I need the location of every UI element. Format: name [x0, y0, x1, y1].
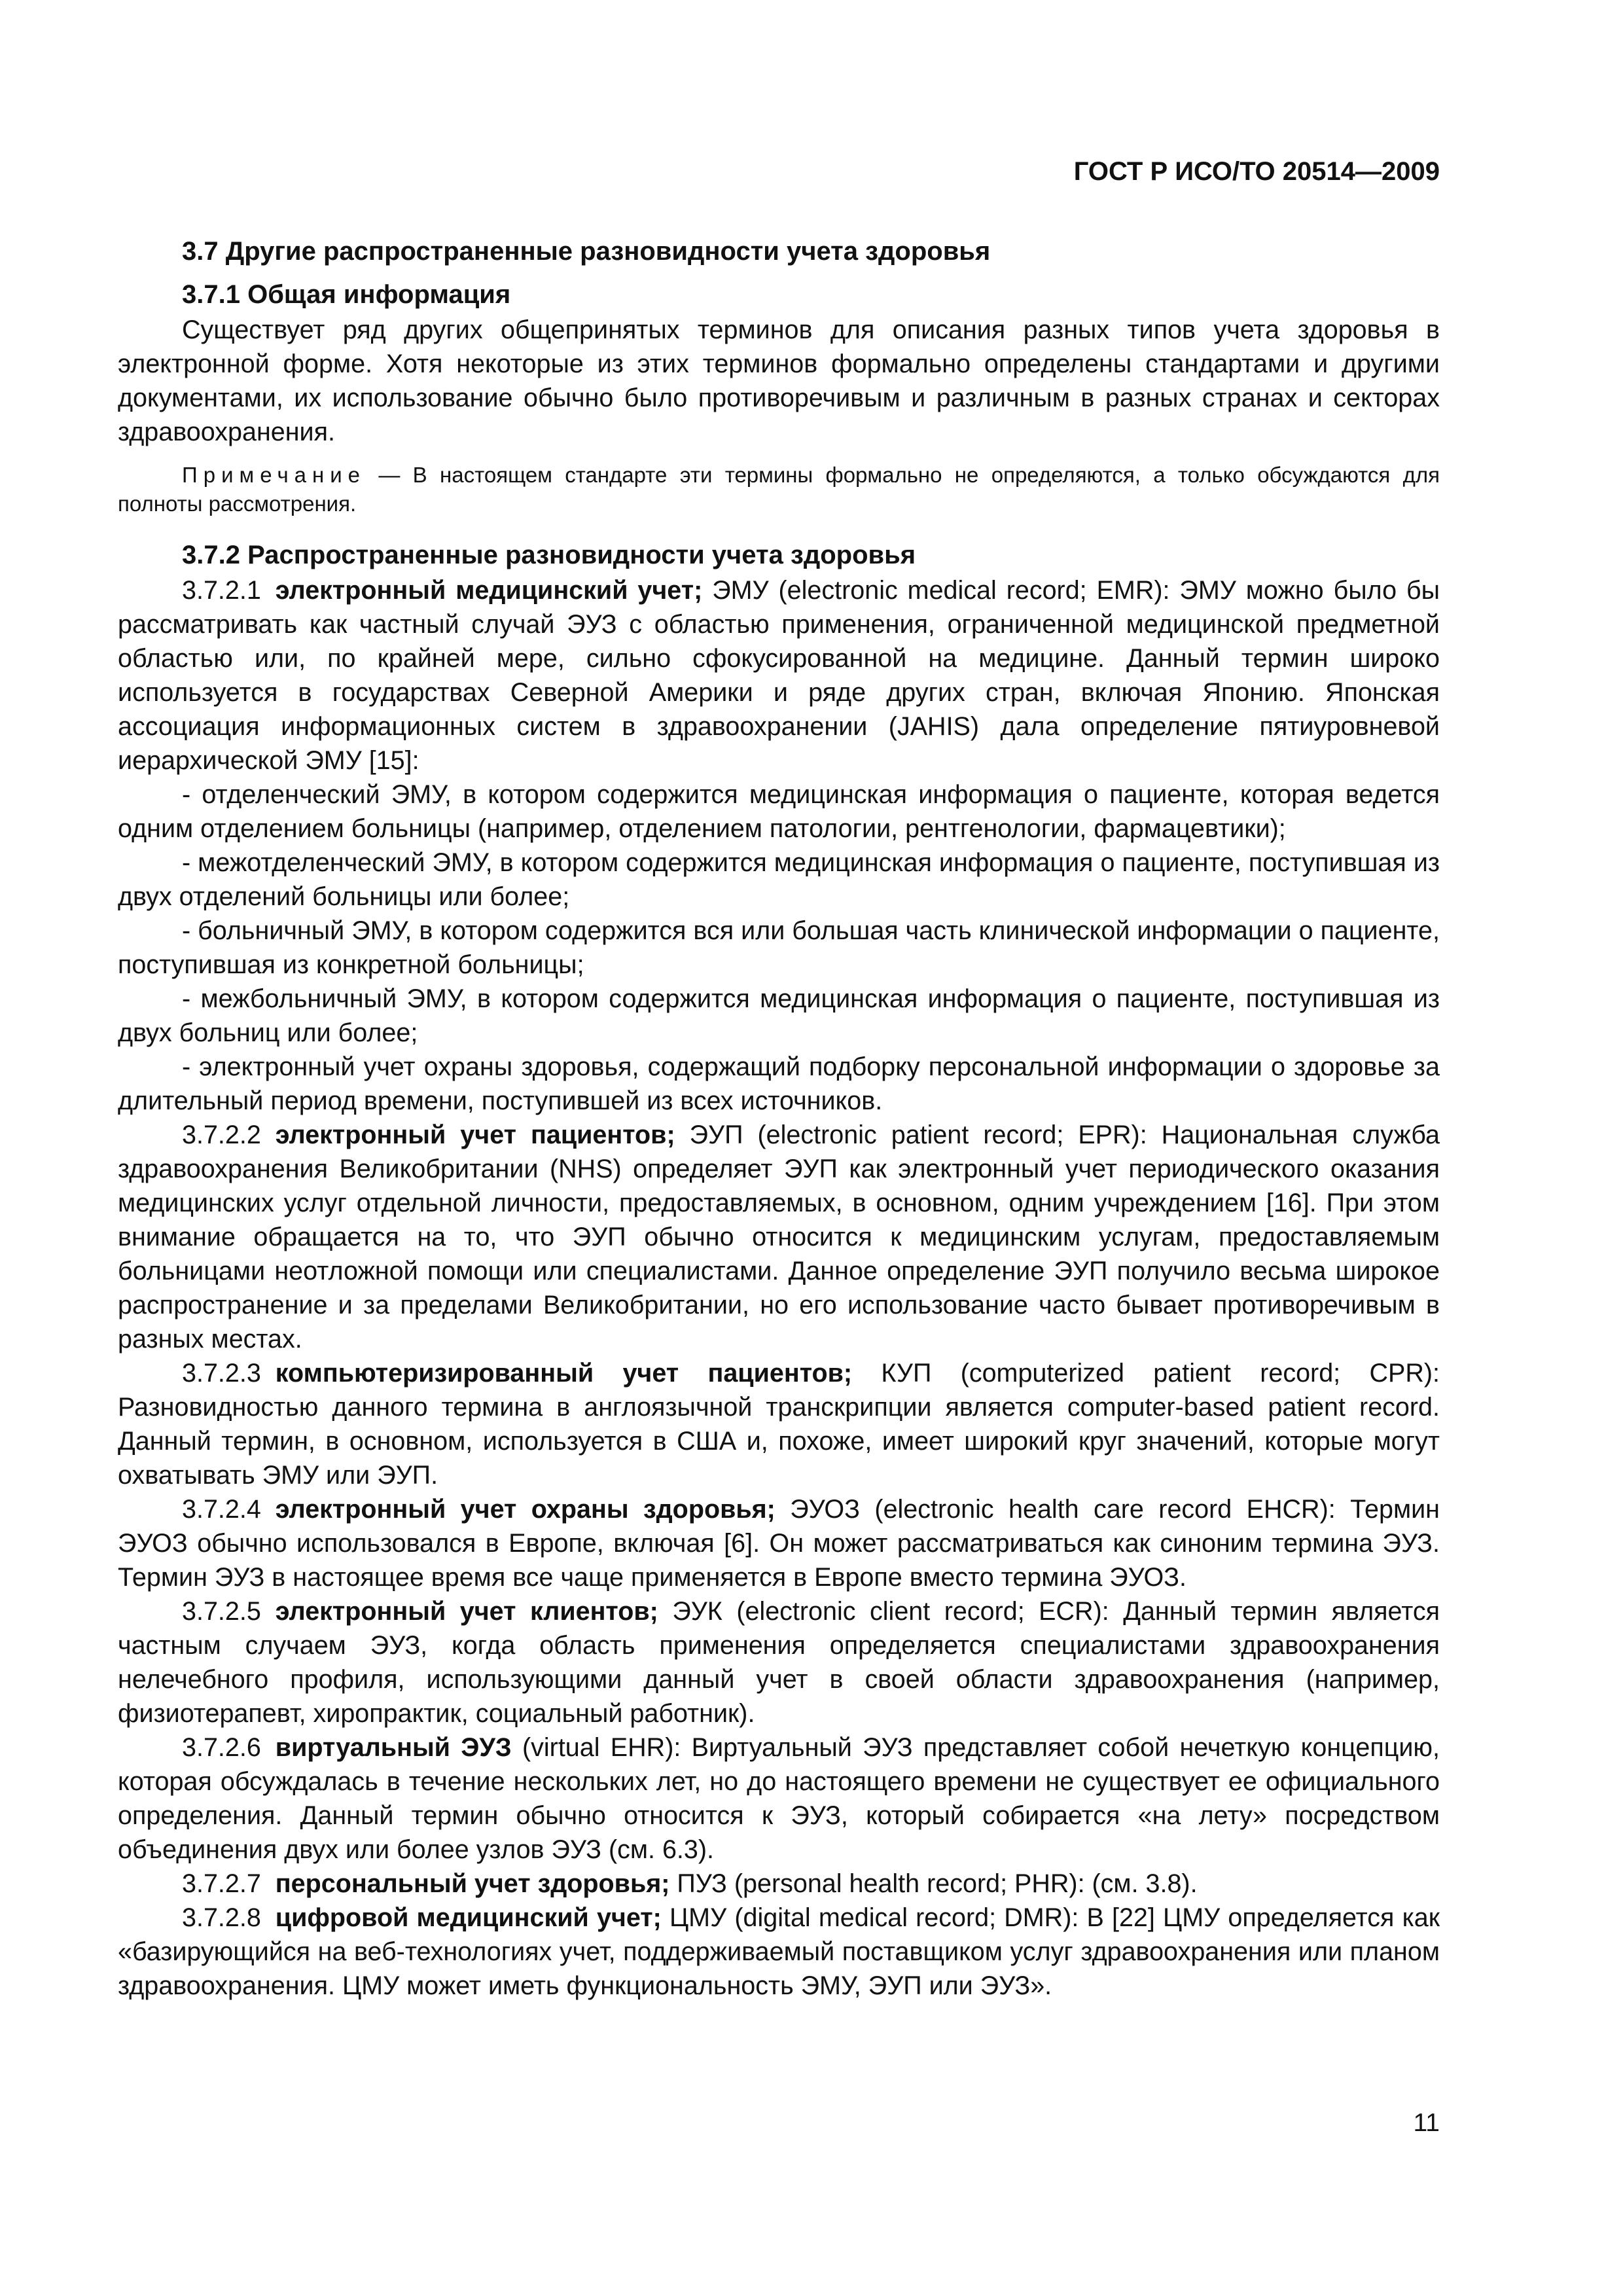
list-item: - больничный ЭМУ, в котором содержится вся или большая часть клинической информации о пациенте, поступившая из конкретной больницы; [118, 916, 1440, 979]
note [118, 461, 1440, 518]
document-code-header: ГОСТ Р ИСО/ТО 20514—2009 [1073, 157, 1440, 186]
clause-text: ЭУОЗ (electronic health care record EHCR): Термин ЭУОЗ обычно использовался в Европе, включая [6]. Он может рассматриваться как синоним термина ЭУЗ. Термин ЭУЗ в настоящее время все чаще применяется в Европе вместо термина ЭУОЗ. [118, 1495, 1440, 1592]
page-content [118, 234, 1440, 2003]
section-3-7-1-paragraph: Существует ряд других общепринятых терминов для описания разных типов учета здоровья в электронной форме. Хотя некоторые из этих терминов формально определены стандартами и другими документами, их использование обычно было противоречивым и различным в разных странах и секторах здравоохранения. [118, 315, 1440, 446]
section-3-7-1-heading: 3.7.1 Общая информация [182, 280, 511, 309]
clause-number: 3.7.2.5 [182, 1597, 261, 1626]
clause-term: цифровой медицинский учет; [275, 1903, 662, 1932]
clause-number: 3.7.2.2 [182, 1121, 261, 1149]
clause-3-7-2-4 [118, 1492, 1440, 1594]
list-item: - электронный учет охраны здоровья, содержащий подборку персональной информации о здоровье за длительный период времени, поступившей из всех источников. [118, 1052, 1440, 1115]
section-3-7-heading: 3.7 Другие распространенные разновидности учета здоровья [182, 237, 991, 266]
clause-3-7-2-5 [118, 1594, 1440, 1731]
list-item: - межбольничный ЭМУ, в котором содержится медицинская информация о пациенте, поступившая из двух больниц или более; [118, 984, 1440, 1047]
clause-term: электронный учет клиентов; [275, 1597, 658, 1626]
clause-number: 3.7.2.8 [182, 1903, 261, 1932]
clause-3-7-2-2 [118, 1118, 1440, 1356]
clause-number: 3.7.2.7 [182, 1869, 261, 1898]
clause-text: ЭМУ (electronic medical record; EMR): ЭМУ можно было бы рассматривать как частный случай ЭУЗ с областью применения, ограниченной медицинской предметной областью или, по крайней мере, сильно сфокусированной на медицине. Данный термин широко используется в государствах Северной Америки и ряде других стран, включая Японию. Японская ассоциация информационных систем в здравоохранении (JAHIS) дала определение пятиуровневой иерархической ЭМУ [15]: [118, 576, 1440, 775]
note-label: Примечание [182, 463, 366, 487]
clause-number: 3.7.2.6 [182, 1733, 261, 1762]
clause-term: виртуальный ЭУЗ [275, 1733, 512, 1762]
clause-term: электронный учет пациентов; [275, 1121, 675, 1149]
clause-3-7-2-3 [118, 1356, 1440, 1492]
clause-term: электронный учет охраны здоровья; [275, 1495, 776, 1524]
clause-text: КУП (computerized patient record; CPR): Разновидностью данного термина в англоязычной транскрипции является computer-based patient record. Данный термин, в основном, используется в США и, похоже, имеет широкий круг значений, которые могут охватывать ЭМУ или ЭУП. [118, 1359, 1440, 1490]
clause-text: (virtual EHR): Виртуальный ЭУЗ представляет собой нечеткую концепцию, которая обсуждалась в течение нескольких лет, но до настоящего времени не существует ее официального определения. Данный термин обычно относится к ЭУЗ, который собирается «на лету» посредством объединения двух или более узлов ЭУЗ (см. 6.3). [118, 1733, 1440, 1864]
list-item: - межотделенческий ЭМУ, в котором содержится медицинская информация о пациенте, поступившая из двух отделений больницы или более; [118, 848, 1440, 911]
clause-term: персональный учет здоровья; [275, 1869, 670, 1898]
clause-text: ЦМУ (digital medical record; DMR): В [22] ЦМУ определяется как «базирующийся на веб-технологиях учет, поддерживаемый поставщиком услуг здравоохранения или планом здравоохранения. ЦМУ может иметь функциональность ЭМУ, ЭУП или ЭУЗ». [118, 1903, 1440, 2000]
clause-text: ЭУП (electronic patient record; EPR): Национальная служба здравоохранения Великобритании (NHS) определяет ЭУП как электронный учет периодического оказания медицинских услуг отдельной личности, предоставляемых, в основном, одним учреждением [16]. При этом внимание обращается на то, что ЭУП обычно относится к медицинским услугам, предоставляемым больницами неотложной помощи или специалистами. Данное определение ЭУП получило весьма широкое распространение и за пределами Великобритании, но его использование часто бывает противоречивым в разных местах. [118, 1121, 1440, 1354]
list-item: - отделенческий ЭМУ, в котором содержится медицинская информация о пациенте, которая ведется одним отделением больницы (например, отделением патологии, рентгенологии, фармацевтики); [118, 780, 1440, 843]
clause-3-7-2-7 [118, 1867, 1440, 1901]
clause-term: электронный медицинский учет; [275, 576, 703, 605]
clause-text: ПУЗ (personal health record; PHR): (см. 3.8). [669, 1869, 1198, 1898]
note-text: — В настоящем стандарте эти термины формально не определяются, а только обсуждаются для полноты рассмотрения. [118, 463, 1440, 516]
clause-term: компьютеризированный учет пациентов; [275, 1359, 853, 1388]
clause-text: ЭУК (electronic client record; ECR): Данный термин является частным случаем ЭУЗ, когда область применения определяется специалистами здравоохранения нелечебного профиля, использующими данный учет в своей области здравоохранения (например, физиотерапевт, хиропрактик, социальный работник). [118, 1597, 1440, 1728]
page-number: 11 [1413, 2109, 1440, 2137]
clause-number: 3.7.2.3 [182, 1359, 261, 1388]
clause-3-7-2-1 [118, 573, 1440, 778]
clause-3-7-2-6 [118, 1731, 1440, 1867]
section-3-7-2-heading: 3.7.2 Распространенные разновидности учета здоровья [182, 541, 916, 569]
clause-number: 3.7.2.1 [182, 576, 261, 605]
clause-3-7-2-8 [118, 1901, 1440, 2003]
clause-number: 3.7.2.4 [182, 1495, 261, 1524]
